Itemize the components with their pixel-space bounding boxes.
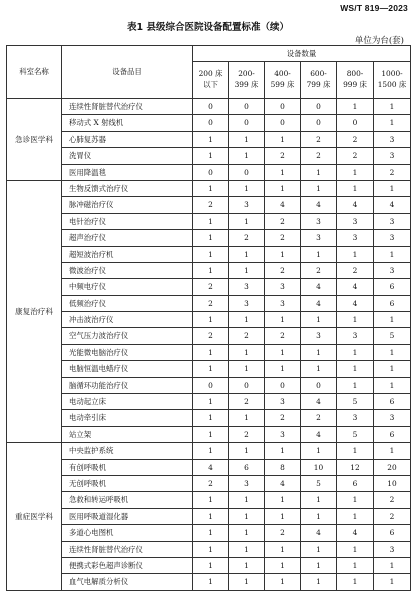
equipment-item-cell: 连续性肾脏替代治疗仪 — [62, 541, 193, 557]
quantity-cell: 1 — [265, 492, 301, 508]
quantity-cell: 1 — [265, 541, 301, 557]
quantity-cell: 1 — [193, 312, 229, 328]
column-header-line2: 599 床 — [270, 80, 295, 89]
quantity-cell: 3 — [301, 213, 337, 229]
table-row — [7, 508, 411, 524]
quantity-cell: 1 — [193, 394, 229, 410]
column-header — [229, 62, 265, 99]
quantity-cell: 1 — [301, 164, 337, 180]
quantity-cell: 3 — [374, 262, 411, 278]
quantity-cell: 1 — [229, 557, 265, 573]
quantity-cell: 3 — [229, 475, 265, 491]
quantity-cell: 1 — [193, 344, 229, 360]
table-row — [7, 180, 411, 196]
quantity-cell: 1 — [301, 574, 337, 590]
quantity-cell: 2 — [337, 131, 374, 147]
equipment-item-cell: 光能微电脑治疗仪 — [62, 344, 193, 360]
department-cell: 康复治疗科 — [7, 180, 62, 442]
quantity-cell: 0 — [301, 377, 337, 393]
quantity-cell: 3 — [374, 410, 411, 426]
quantity-cell: 1 — [229, 148, 265, 164]
equipment-item-cell: 无创呼吸机 — [62, 475, 193, 491]
equipment-item-cell: 电动牵引床 — [62, 410, 193, 426]
quantity-cell: 1 — [229, 213, 265, 229]
quantity-cell: 1 — [337, 246, 374, 262]
quantity-cell: 1 — [193, 361, 229, 377]
table-row — [7, 426, 411, 442]
quantity-cell: 2 — [193, 279, 229, 295]
quantity-cell: 1 — [374, 574, 411, 590]
equipment-item-cell: 脑循环功能治疗仪 — [62, 377, 193, 393]
quantity-cell: 1 — [301, 312, 337, 328]
table-row — [7, 361, 411, 377]
quantity-cell: 1 — [229, 508, 265, 524]
equipment-item-cell: 脉冲磁治疗仪 — [62, 197, 193, 213]
quantity-cell: 0 — [193, 115, 229, 131]
quantity-cell: 1 — [337, 541, 374, 557]
table-row — [7, 312, 411, 328]
quantity-cell: 3 — [374, 131, 411, 147]
column-header-line2: 以下 — [203, 80, 218, 89]
quantity-cell: 1 — [265, 246, 301, 262]
table-row — [7, 230, 411, 246]
equipment-item-cell: 空气压力波治疗仪 — [62, 328, 193, 344]
quantity-cell: 2 — [265, 410, 301, 426]
quantity-cell: 4 — [301, 295, 337, 311]
quantity-cell: 0 — [265, 99, 301, 115]
quantity-cell: 1 — [193, 508, 229, 524]
column-header-line2: 799 床 — [306, 80, 331, 89]
quantity-cell: 1 — [193, 525, 229, 541]
quantity-cell: 4 — [301, 394, 337, 410]
quantity-cell: 1 — [374, 557, 411, 573]
quantity-cell: 1 — [301, 361, 337, 377]
quantity-cell: 1 — [265, 574, 301, 590]
quantity-cell: 0 — [229, 377, 265, 393]
column-header-line1: 400- — [274, 69, 291, 79]
quantity-cell: 1 — [193, 492, 229, 508]
equipment-item-cell: 微波治疗仪 — [62, 262, 193, 278]
department-cell: 急诊医学科 — [7, 99, 62, 181]
column-header-line2: 999 床 — [343, 80, 367, 89]
quantity-cell: 1 — [301, 344, 337, 360]
column-header-line1: 200 床 — [198, 69, 223, 79]
equipment-item-cell: 站立架 — [62, 426, 193, 442]
quantity-cell: 1 — [374, 99, 411, 115]
quantity-cell: 1 — [229, 312, 265, 328]
quantity-cell: 1 — [374, 115, 411, 131]
quantity-cell: 5 — [337, 394, 374, 410]
quantity-cell: 3 — [337, 213, 374, 229]
quantity-cell: 2 — [193, 475, 229, 491]
quantity-cell: 0 — [193, 164, 229, 180]
quantity-cell: 1 — [337, 508, 374, 524]
quantity-cell: 1 — [229, 131, 265, 147]
unit-note: 单位为台(套) — [354, 36, 404, 46]
quantity-cell: 1 — [265, 312, 301, 328]
quantity-cell: 4 — [337, 295, 374, 311]
column-header — [265, 62, 301, 99]
quantity-cell: 1 — [229, 492, 265, 508]
quantity-cell: 1 — [374, 344, 411, 360]
quantity-cell: 0 — [265, 377, 301, 393]
quantity-cell: 2 — [193, 328, 229, 344]
quantity-cell: 1 — [337, 557, 374, 573]
table-row — [7, 115, 411, 131]
quantity-cell: 3 — [229, 295, 265, 311]
quantity-cell: 0 — [229, 115, 265, 131]
quantity-cell: 1 — [337, 180, 374, 196]
quantity-cell: 1 — [265, 443, 301, 459]
quantity-cell: 1 — [229, 262, 265, 278]
quantity-cell: 1 — [337, 492, 374, 508]
quantity-cell: 3 — [301, 328, 337, 344]
column-header-line2: 399 床 — [234, 80, 259, 89]
quantity-cell: 1 — [193, 131, 229, 147]
quantity-cell: 1 — [374, 443, 411, 459]
quantity-cell: 0 — [193, 99, 229, 115]
quantity-cell: 2 — [229, 328, 265, 344]
quantity-cell: 4 — [374, 197, 411, 213]
quantity-cell: 1 — [374, 246, 411, 262]
quantity-cell: 4 — [265, 475, 301, 491]
quantity-cell: 1 — [301, 246, 337, 262]
quantity-cell: 2 — [265, 148, 301, 164]
quantity-cell: 1 — [193, 410, 229, 426]
equipment-item-cell: 移动式 X 射线机 — [62, 115, 193, 131]
quantity-cell: 1 — [229, 246, 265, 262]
equipment-item-cell: 冲击波治疗仪 — [62, 312, 193, 328]
quantity-cell: 2 — [301, 148, 337, 164]
quantity-cell: 1 — [301, 443, 337, 459]
quantity-cell: 1 — [265, 344, 301, 360]
quantity-cell: 0 — [193, 377, 229, 393]
column-header — [301, 62, 337, 99]
quantity-cell: 1 — [229, 443, 265, 459]
quantity-cell: 3 — [229, 279, 265, 295]
quantity-cell: 1 — [301, 557, 337, 573]
quantity-cell: 10 — [374, 475, 411, 491]
equipment-item-cell: 低频治疗仪 — [62, 295, 193, 311]
equipment-item-cell: 急救和转运呼吸机 — [62, 492, 193, 508]
table-row — [7, 213, 411, 229]
quantity-cell: 2 — [337, 262, 374, 278]
quantity-cell: 2 — [301, 410, 337, 426]
quantity-cell: 2 — [193, 197, 229, 213]
quantity-cell: 0 — [337, 115, 374, 131]
quantity-cell: 4 — [337, 525, 374, 541]
table-row — [7, 377, 411, 393]
table-row — [7, 475, 411, 491]
quantity-cell: 3 — [374, 541, 411, 557]
quantity-cell: 6 — [337, 475, 374, 491]
table-row — [7, 541, 411, 557]
quantity-cell: 2 — [265, 230, 301, 246]
quantity-cell: 3 — [265, 394, 301, 410]
quantity-cell: 1 — [301, 492, 337, 508]
quantity-cell: 1 — [229, 361, 265, 377]
quantity-cell: 1 — [374, 361, 411, 377]
quantity-cell: 1 — [337, 361, 374, 377]
quantity-cell: 2 — [265, 213, 301, 229]
quantity-cell: 6 — [374, 295, 411, 311]
quantity-cell: 1 — [337, 377, 374, 393]
quantity-cell: 2 — [374, 492, 411, 508]
quantity-cell: 2 — [265, 525, 301, 541]
table-row — [7, 295, 411, 311]
quantity-cell: 1 — [265, 361, 301, 377]
quantity-cell: 2 — [229, 230, 265, 246]
quantity-cell: 1 — [229, 574, 265, 590]
column-header-line2: 1500 床 — [377, 80, 407, 89]
quantity-cell: 1 — [301, 508, 337, 524]
quantity-cell: 1 — [193, 574, 229, 590]
table-row — [7, 492, 411, 508]
quantity-cell: 1 — [229, 541, 265, 557]
equipment-item-cell: 多道心电图机 — [62, 525, 193, 541]
table-row — [7, 459, 411, 475]
quantity-cell: 3 — [337, 328, 374, 344]
quantity-cell: 4 — [193, 459, 229, 475]
quantity-cell: 2 — [265, 262, 301, 278]
quantity-cell: 1 — [301, 541, 337, 557]
table-row — [7, 262, 411, 278]
quantity-cell: 10 — [301, 459, 337, 475]
equipment-table — [6, 45, 411, 591]
quantity-cell: 3 — [265, 426, 301, 442]
quantity-cell: 0 — [301, 99, 337, 115]
quantity-cell: 5 — [374, 328, 411, 344]
equipment-item-cell: 电脑恒温电蜡疗仪 — [62, 361, 193, 377]
equipment-item-cell: 电动起立床 — [62, 394, 193, 410]
quantity-cell: 1 — [301, 180, 337, 196]
quantity-cell: 1 — [229, 525, 265, 541]
equipment-item-cell: 洗胃仪 — [62, 148, 193, 164]
table-row — [7, 344, 411, 360]
equipment-item-cell: 超短波治疗机 — [62, 246, 193, 262]
quantity-cell: 1 — [265, 508, 301, 524]
quantity-cell: 1 — [337, 443, 374, 459]
quantity-cell: 3 — [229, 197, 265, 213]
quantity-cell: 0 — [229, 164, 265, 180]
column-header-line1: 800- — [346, 69, 364, 79]
quantity-cell: 1 — [337, 312, 374, 328]
quantity-cell: 1 — [193, 443, 229, 459]
quantity-cell: 1 — [193, 426, 229, 442]
table-row — [7, 197, 411, 213]
column-header — [193, 62, 229, 99]
quantity-cell: 3 — [265, 279, 301, 295]
quantity-cell: 0 — [265, 115, 301, 131]
table-row — [7, 574, 411, 590]
quantity-cell: 6 — [374, 394, 411, 410]
standard-code: WS/T 819—2023 — [340, 3, 408, 13]
quantity-cell: 2 — [301, 262, 337, 278]
quantity-cell: 3 — [337, 410, 374, 426]
column-header-line1: 1000- — [381, 69, 403, 79]
quantity-cell: 1 — [193, 541, 229, 557]
quantity-cell: 2 — [193, 295, 229, 311]
quantity-cell: 1 — [337, 99, 374, 115]
quantity-cell: 2 — [229, 426, 265, 442]
quantity-cell: 1 — [337, 344, 374, 360]
equipment-item-cell: 生物反馈式治疗仪 — [62, 180, 193, 196]
quantity-cell: 5 — [337, 426, 374, 442]
column-header-line1: 200- — [238, 69, 255, 79]
table-row — [7, 557, 411, 573]
quantity-cell: 2 — [374, 508, 411, 524]
quantity-cell: 1 — [265, 557, 301, 573]
quantity-cell: 1 — [229, 410, 265, 426]
quantity-cell: 3 — [374, 148, 411, 164]
quantity-cell: 1 — [265, 131, 301, 147]
quantity-cell: 4 — [301, 426, 337, 442]
table-row — [7, 131, 411, 147]
column-header — [337, 62, 374, 99]
quantity-cell: 1 — [337, 164, 374, 180]
quantity-cell: 1 — [193, 557, 229, 573]
quantity-cell: 1 — [337, 574, 374, 590]
quantity-cell: 1 — [193, 246, 229, 262]
equipment-item-cell: 心肺复苏器 — [62, 131, 193, 147]
quantity-cell: 3 — [374, 230, 411, 246]
quantity-cell: 1 — [265, 180, 301, 196]
quantity-cell: 4 — [301, 197, 337, 213]
equipment-item-cell: 医用降温毯 — [62, 164, 193, 180]
equipment-item-cell: 血气电解质分析仪 — [62, 574, 193, 590]
table-row — [7, 148, 411, 164]
quantity-cell: 1 — [193, 180, 229, 196]
quantity-cell: 1 — [374, 377, 411, 393]
equipment-item-cell: 有创呼吸机 — [62, 459, 193, 475]
table-row — [7, 164, 411, 180]
quantity-cell: 1 — [193, 213, 229, 229]
quantity-cell: 1 — [193, 230, 229, 246]
quantity-cell: 8 — [265, 459, 301, 475]
quantity-cell: 2 — [337, 148, 374, 164]
quantity-cell: 5 — [301, 475, 337, 491]
table-row — [7, 525, 411, 541]
quantity-cell: 4 — [337, 197, 374, 213]
quantity-cell: 1 — [374, 312, 411, 328]
equipment-item-cell: 中央监护系统 — [62, 443, 193, 459]
equipment-item-cell: 中频电疗仪 — [62, 279, 193, 295]
equipment-item-cell: 超声治疗仪 — [62, 230, 193, 246]
header-item: 设备品目 — [62, 46, 193, 99]
quantity-cell: 0 — [229, 99, 265, 115]
quantity-cell: 1 — [193, 148, 229, 164]
quantity-cell: 4 — [301, 525, 337, 541]
quantity-cell: 1 — [265, 164, 301, 180]
table-row — [7, 279, 411, 295]
quantity-cell: 3 — [265, 295, 301, 311]
equipment-item-cell: 电针治疗仪 — [62, 213, 193, 229]
quantity-cell: 6 — [229, 459, 265, 475]
quantity-cell: 12 — [337, 459, 374, 475]
equipment-item-cell: 连续性肾脏替代治疗仪 — [62, 99, 193, 115]
header-dept: 科室名称 — [7, 46, 62, 99]
quantity-cell: 2 — [229, 394, 265, 410]
column-header-line1: 600- — [310, 69, 327, 79]
quantity-cell: 1 — [193, 262, 229, 278]
quantity-cell: 2 — [301, 131, 337, 147]
quantity-cell: 6 — [374, 426, 411, 442]
quantity-cell: 1 — [229, 344, 265, 360]
quantity-cell: 0 — [301, 115, 337, 131]
quantity-cell: 4 — [337, 279, 374, 295]
header-quantity: 设备数量 — [193, 46, 411, 62]
table-row — [7, 410, 411, 426]
table-title: 表1 县级综合医院设备配置标准（续） — [127, 22, 289, 33]
quantity-cell: 3 — [301, 230, 337, 246]
column-header — [374, 62, 411, 99]
quantity-cell: 1 — [229, 180, 265, 196]
quantity-cell: 6 — [374, 279, 411, 295]
table-row — [7, 246, 411, 262]
table-row — [7, 394, 411, 410]
quantity-cell: 3 — [374, 213, 411, 229]
equipment-item-cell: 便携式彩色超声诊断仪 — [62, 557, 193, 573]
quantity-cell: 20 — [374, 459, 411, 475]
table-row — [7, 99, 411, 115]
quantity-cell: 1 — [374, 180, 411, 196]
quantity-cell: 2 — [374, 164, 411, 180]
quantity-cell: 6 — [374, 525, 411, 541]
equipment-item-cell: 医用呼吸道湿化器 — [62, 508, 193, 524]
table-row — [7, 443, 411, 459]
quantity-cell: 4 — [265, 197, 301, 213]
quantity-cell: 2 — [265, 328, 301, 344]
department-cell: 重症医学科 — [7, 443, 62, 591]
table-row — [7, 328, 411, 344]
quantity-cell: 3 — [337, 230, 374, 246]
quantity-cell: 4 — [301, 279, 337, 295]
